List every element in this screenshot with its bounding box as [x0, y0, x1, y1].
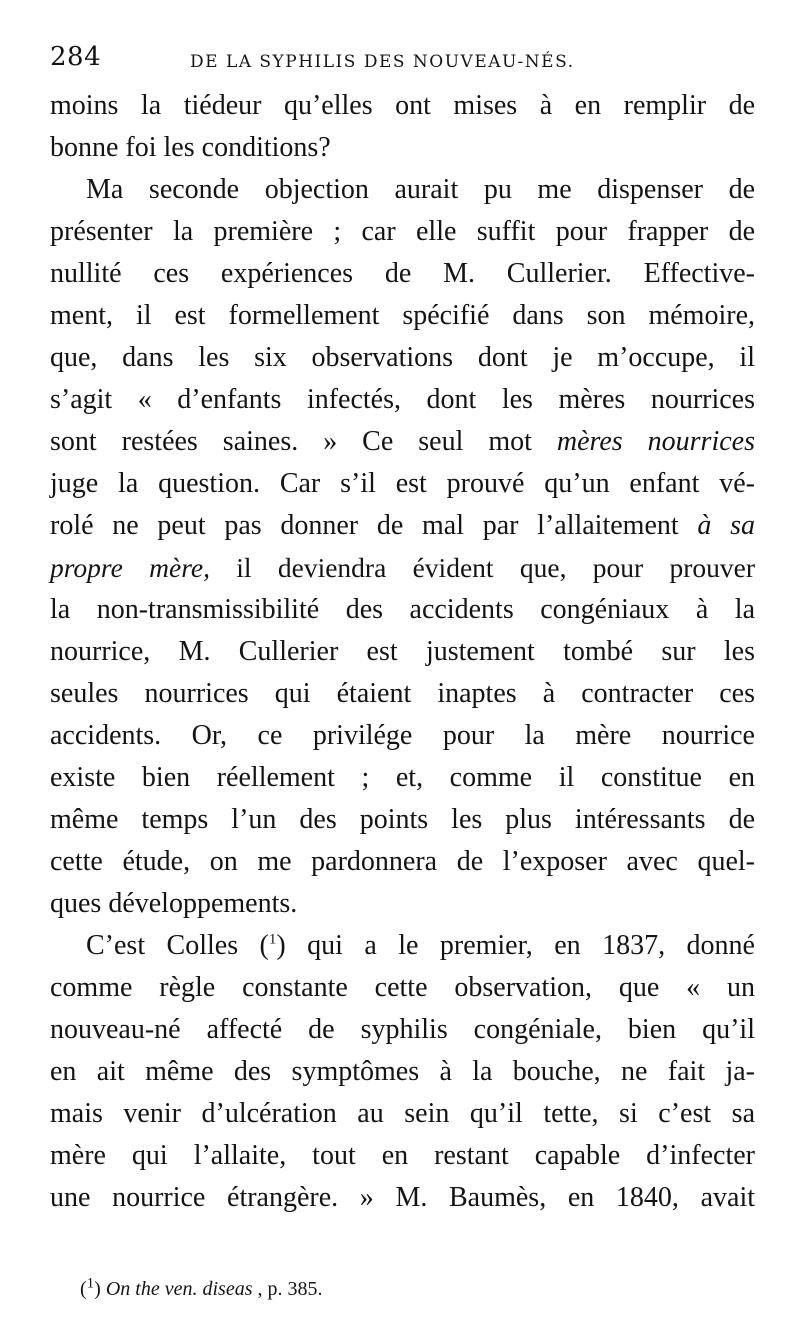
text-line [50, 253, 755, 295]
text-segment: bonne foi les conditions? [50, 132, 331, 163]
text-line [50, 757, 755, 799]
text-line [50, 547, 755, 589]
text-segment: mais venir d’ulcération au sein qu’il tette, si c’est sa [50, 1098, 755, 1129]
text-segment: juge la question. Car s’il est prouvé qu’un enfant vé- [50, 468, 755, 499]
body-text [50, 85, 755, 1219]
text-line [50, 295, 755, 337]
text-segment: il deviendra évident que, pour prouver [209, 552, 755, 583]
text-segment: existe bien réellement ; et, comme il constitue en [50, 762, 755, 793]
text-line [50, 1177, 755, 1219]
text-line [50, 211, 755, 253]
text-segment: rolé ne peut pas donner de mal par l’allaitement [50, 510, 698, 541]
text-segment: accidents. Or, ce privilége pour la mère nourrice [50, 720, 755, 751]
text-line [50, 463, 755, 505]
text-line [50, 1009, 755, 1051]
text-line [50, 169, 755, 211]
text-segment: mère qui l’allaite, tout en restant capable d’infecter [50, 1140, 755, 1171]
page-header [50, 42, 750, 82]
footnote-page-ref: , p. 385. [252, 1278, 323, 1300]
page-number: 284 [50, 42, 102, 72]
footnote: ($^1$) On the ven. diseas , p. 385. [80, 1275, 323, 1300]
text-segment: que, dans les six observations dont je m’occupe, il [50, 342, 755, 373]
text-line [50, 799, 755, 841]
text-line [50, 1135, 755, 1177]
text-segment: la non-transmissibilité des accidents congéniaux à la [50, 594, 755, 625]
italic-phrase: mères nourrices [556, 426, 755, 457]
text-line [50, 127, 755, 169]
footnote-reference: 1 [268, 931, 277, 948]
text-segment: présenter la première ; car elle suffit pour frapper de [50, 216, 755, 247]
text-line [50, 85, 755, 127]
footnote-title: On the ven. diseas [105, 1278, 253, 1300]
text-segment: nullité ces expériences de M. Cullerier. Effective- [50, 258, 755, 289]
text-segment: s’agit « d’enfants infectés, dont les mères nourrices [50, 384, 755, 415]
text-line [50, 589, 755, 631]
text-line [50, 631, 755, 673]
text-segment: cette étude, on me pardonnera de l’exposer avec quel- [50, 846, 755, 877]
text-segment: Ma seconde objection aurait pu me dispenser de [86, 174, 755, 205]
text-segment: nouveau-né affecté de syphilis congéniale, bien qu’il [50, 1014, 755, 1045]
text-line [50, 505, 755, 547]
text-segment: une nourrice étrangère. » M. Baumès, en 1840, avait [50, 1182, 755, 1213]
text-segment: sont restées saines. » Ce seul mot [50, 426, 557, 457]
text-segment: seules nourrices qui étaient inaptes à contracter ces [50, 678, 755, 709]
text-line [50, 715, 755, 757]
text-line [50, 967, 755, 1009]
text-line [50, 1093, 755, 1135]
text-segment: en ait même des symptômes à la bouche, ne fait ja- [50, 1056, 755, 1087]
text-segment: ment, il est formellement spécifié dans son mémoire, [50, 300, 755, 331]
text-line [50, 421, 755, 463]
text-line [50, 673, 755, 715]
text-line [50, 1051, 755, 1093]
italic-phrase: propre mère, [50, 552, 210, 583]
running-title: DE LA SYPHILIS DES NOUVEAU-NÉS. [190, 52, 575, 72]
text-line [50, 841, 755, 883]
text-segment: comme règle constante cette observation, que « un [50, 972, 755, 1003]
text-segment: C’est Colles ( [86, 930, 269, 961]
text-segment: moins la tiédeur qu’elles ont mises à en remplir de [50, 90, 755, 121]
italic-phrase: à sa [697, 510, 755, 541]
text-line [50, 337, 755, 379]
text-line [50, 925, 755, 967]
text-line [50, 883, 755, 925]
text-segment: nourrice, M. Cullerier est justement tombé sur les [50, 636, 755, 667]
footnote-marker: 1 [86, 1275, 95, 1292]
text-line [50, 379, 755, 421]
text-segment: ) qui a le premier, en 1837, donné [276, 930, 755, 961]
text-segment: même temps l’un des points les plus intéressants de [50, 804, 755, 835]
text-segment: ques développements. [50, 888, 298, 919]
